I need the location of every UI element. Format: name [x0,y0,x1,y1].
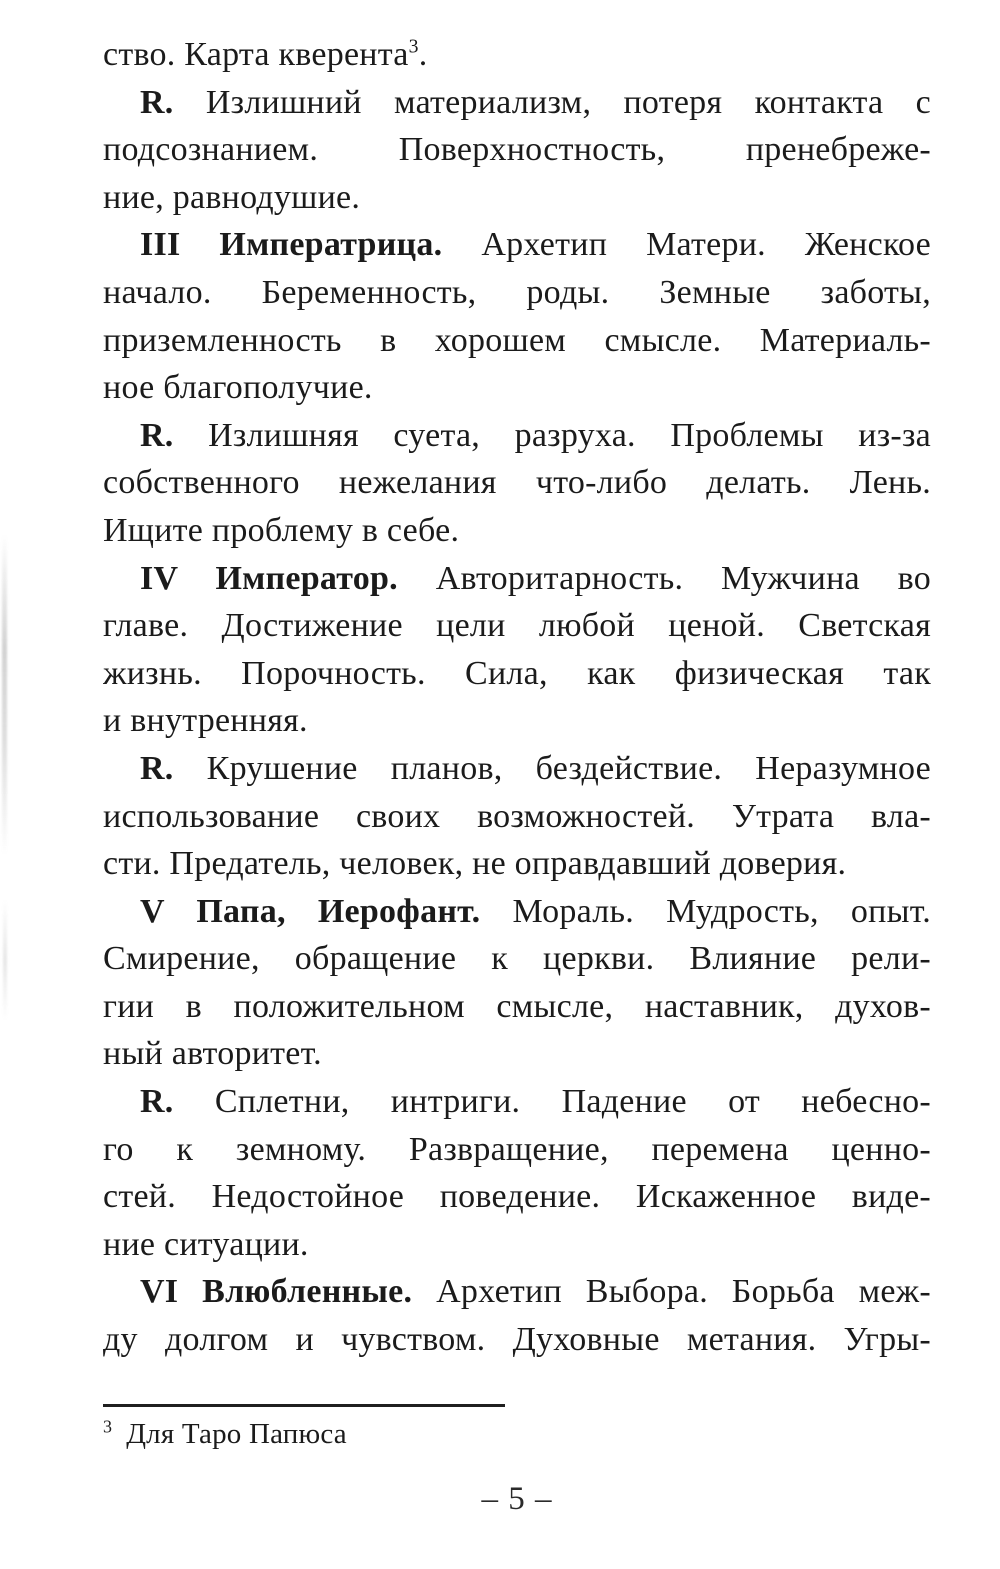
text-line: Ищите проблему в себе. [103,511,460,549]
text-line: R. Крушение планов, бездействие. Неразумное [140,749,931,787]
text-line: ду долгом и чувством. Духовные метания. Угры- [103,1321,931,1359]
page-number: – 5 – [481,1481,553,1517]
text-line: IV Император. Авторитарность. Мужчина во [140,559,931,597]
text-line: подсознанием. Поверхностность, пренебреже- [103,131,931,169]
text-line: гии в положительном смысле, наставник, духов- [103,987,931,1025]
text-line: III Императрица. Архетип Матери. Женское [140,226,931,264]
text-line: жизнь. Порочность. Сила, как физическая так [103,654,931,692]
text-line: начало. Беременность, роды. Земные заботы, [103,273,931,311]
text-line: R. Излишняя суета, разруха. Проблемы из-за [140,416,931,454]
text-line: V Папа, Иерофант. Мораль. Мудрость, опыт. [140,892,931,930]
text-line: ние ситуации. [103,1225,309,1263]
scan-edge-artifact [2,535,7,855]
text-line: использование своих возможностей. Утрата вла- [103,797,931,835]
scan-edge-artifact [3,900,7,1020]
footnote-marker: 3 [103,1416,113,1437]
text-line: го к земному. Развращение, перемена ценно- [103,1130,931,1168]
text-line: приземленность в хорошем смысле. Материаль- [103,321,931,359]
footnote-separator [103,1404,505,1407]
text-line: ние, равнодушие. [103,178,361,216]
text-line: ный авторитет. [103,1035,322,1073]
text-line: сти. Предатель, человек, не оправдавший доверия. [103,845,847,883]
text-line: и внутренняя. [103,702,308,740]
text-line: главе. Достижение цели любой ценой. Светская [103,607,931,645]
text-line: ство. Карта кверента$^3$. [103,35,428,73]
footnote-text: Для Таро Папюса [126,1418,347,1450]
text-line: стей. Недостойное поведение. Искаженное виде- [103,1178,931,1216]
text-line: R. Излишний материализм, потеря контакта с [140,83,931,121]
text-line: собственного нежелания что-либо делать. Лень. [103,464,931,502]
text-line: Смирение, обращение к церкви. Влияние рели- [103,940,931,978]
text-line: ное благополучие. [103,369,373,407]
footnote [103,1414,931,1454]
text-line: R. Сплетни, интриги. Падение от небесно- [140,1083,931,1121]
text-line: VI Влюбленные. Архетип Выбора. Борьба меж- [140,1273,931,1311]
body-text [103,31,931,1364]
